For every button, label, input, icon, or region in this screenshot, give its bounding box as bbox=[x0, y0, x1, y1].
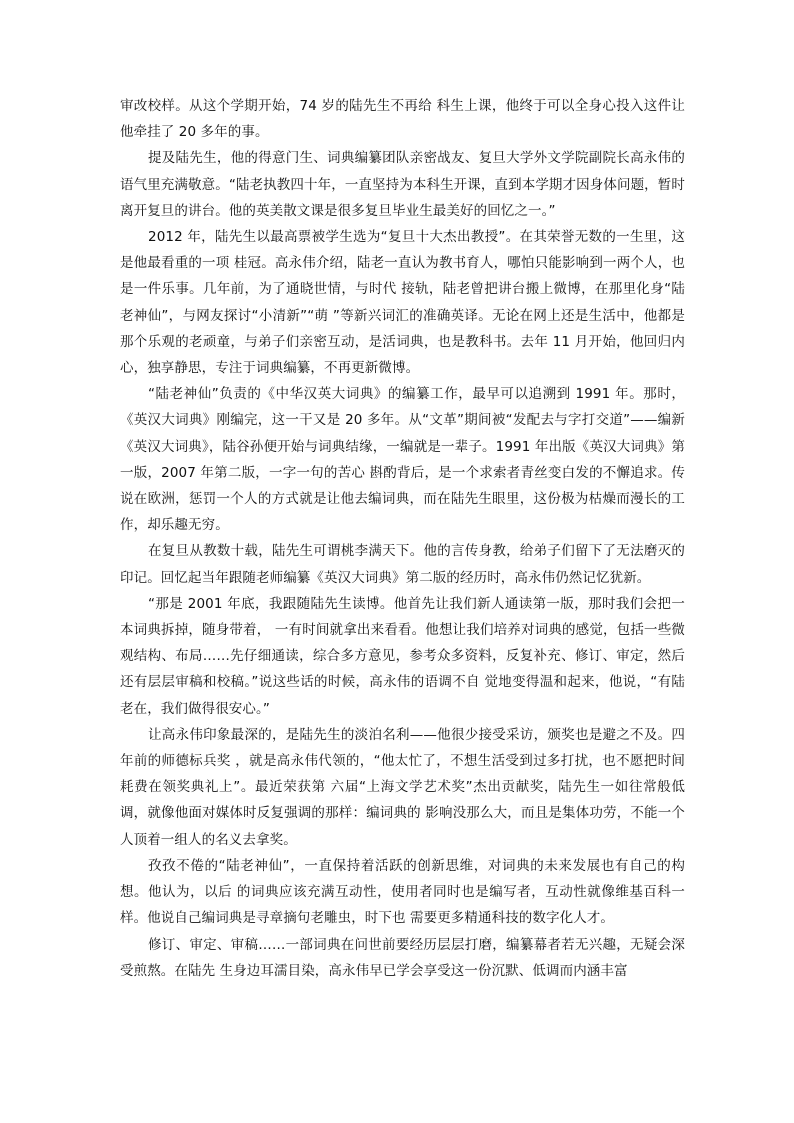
paragraph-3: 2012 年，陆先生以最高票被学生选为“复旦十大杰出教授”。在其荣誉无数的一生里，这是他最看重的一项 桂冠。高永伟介绍，陆老一直认为教书育人，哪怕只能影响到一两个人，也是一件乐事。几年前，为了通晓世情，与时代 接轨，陆老曾把讲台搬上微博，在那里化身“陆老神仙”，与网友探讨“小清新”“萌 ”等新兴词汇的准确英译。无论在网上还是生活中，他都是那个乐观的老顽童，与弟子们亲密互动，是活词典，也是教科书。去年 11 月开始，他回归内心，独享静思，专注于词典编纂，不再更新微博。 bbox=[120, 229, 685, 377]
document-page bbox=[120, 93, 685, 984]
paragraph-7: 让高永伟印象最深的，是陆先生的淡泊名利——他很少接受采访，颁奖也是避之不及。四年前的师德标兵奖 ，就是高永伟代领的，“他太忙了，不想生活受到过多打扰，也不愿把时间耗费在领奖典礼上”。最近荣获第 六届“上海文学艺术奖”杰出贡献奖，陆先生一如往常般低调，就像他面对媒体时反复强调的那样：编词典的 影响没那么大，而且是集体功劳，不能一个人顶着一组人的名义去拿奖。 bbox=[120, 726, 685, 848]
paragraph-1: 审改校样。从这个学期开始，74 岁的陆先生不再给 科生上课，他终于可以全身心投入这件让他牵挂了 20 多年的事。 bbox=[120, 98, 685, 141]
paragraph-5: 在复旦从教数十载，陆先生可谓桃李满天下。他的言传身教，给弟子们留下了无法磨灭的印记。回忆起当年跟随老师编纂《英汉大词典》第二版的经历时，高永伟仍然记忆犹新。 bbox=[120, 543, 685, 586]
paragraph-4: “陆老神仙”负责的《中华汉英大词典》的编纂工作，最早可以追溯到 1991 年。那时，《英汉大词典》刚编完，这一干又是 20 多年。从“文革”期间被“发配去与字打交道”——编新《英汉大词典》，陆谷孙便开始与词典结缘，一编就是一辈子。1991 年出版《英汉大词典》第一版，2007 年第二版，一字一句的苦心 斟酌背后，是一个求索者青丝变白发的不懈追求。传说在欧洲，惩罚一个人的方式就是让他去编词典，而在陆先生眼里，这份极为枯燥而漫长的工作，却乐趣无穷。 bbox=[120, 386, 685, 534]
paragraph-2: 提及陆先生，他的得意门生、词典编纂团队亲密战友、复旦大学外文学院副院长高永伟的语气里充满敬意。“陆老执教四十年，一直坚持为本科生开课，直到本学期才因身体问题，暂时离开复旦的讲台。他的英美散文课是很多复旦毕业生最美好的回忆之一。” bbox=[120, 150, 685, 219]
paragraph-9: 修订、审定、审稿……一部词典在问世前要经历层层打磨，编纂幕者若无兴趣，无疑会深受煎熬。在陆先 生身边耳濡目染，高永伟早已学会享受这一份沉默、低调而内涵丰富 bbox=[120, 936, 685, 979]
paragraph-6: “那是 2001 年底，我跟随陆先生读博。他首先让我们新人通读第一版，那时我们会把一本词典拆掉，随身带着， 一有时间就拿出来看看。他想让我们培养对词典的感觉，包括一些微观结构、布局……先仔细通读，综合多方意见，参考众多资料，反复补充、修订、审定，然后还有层层审稿和校稿。”说这些话的时候，高永伟的语调不自 觉地变得温和起来，他说，“有陆老在，我们做得很安心。” bbox=[120, 595, 685, 717]
paragraph-8: 孜孜不倦的“陆老神仙”，一直保持着活跃的创新思维，对词典的未来发展也有自己的构想。他认为，以后 的词典应该充满互动性，使用者同时也是编写者，互动性就像维基百科一样。他说自己编词典是寻章摘句老雕虫，时下也 需要更多精通科技的数字化人才。 bbox=[120, 857, 685, 927]
